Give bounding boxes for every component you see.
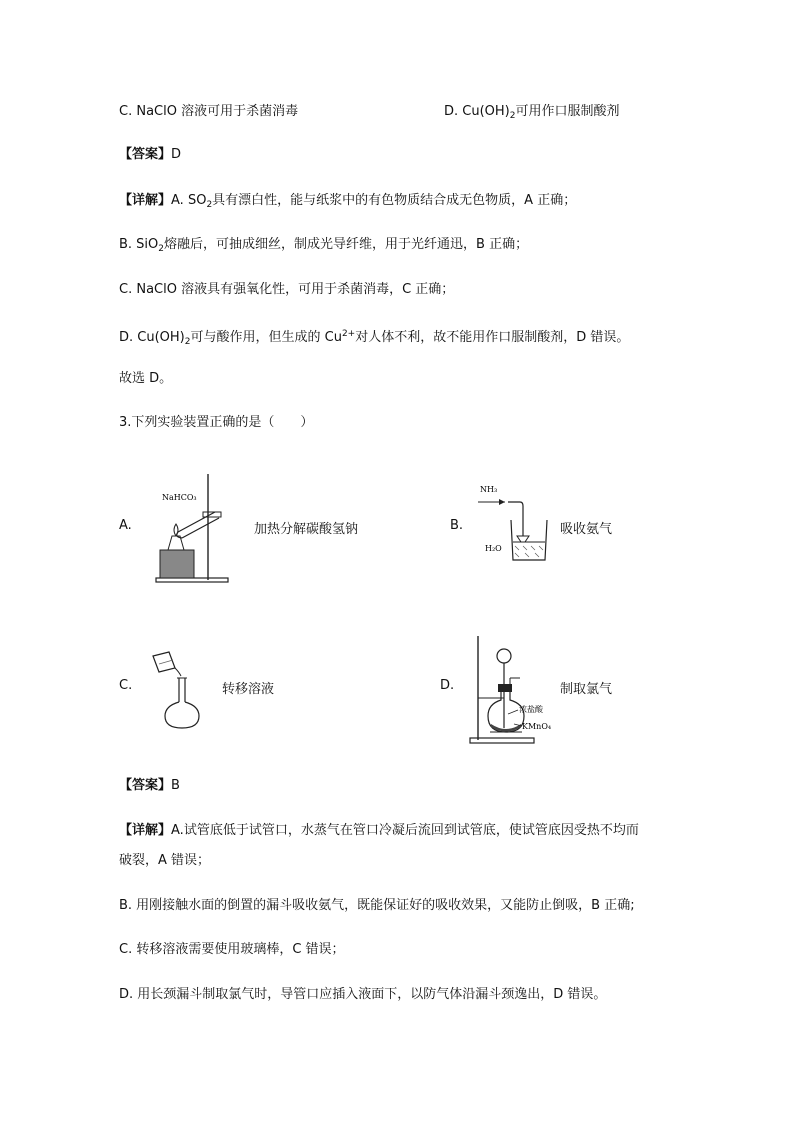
q3-answer-label: 【答案】 (119, 778, 172, 793)
q2-answer (119, 146, 181, 164)
q3-figure-a (150, 470, 245, 585)
q2-detail-label: 【详解】 (119, 193, 172, 208)
q2-answer-label: 【答案】 (119, 147, 172, 162)
q2-option-d (444, 103, 620, 125)
q3-figure-a-label: NaHCO₃ (162, 493, 197, 502)
q3-figure-c (145, 650, 205, 730)
q2-detail-c: C. NaClO 溶液具有强氧化性，可用于杀菌消毒，C 正确； (119, 282, 455, 297)
q2-detail-b-sub: 2 (158, 244, 165, 254)
q3-figure-d-acid-label: 浓盐酸 (519, 705, 543, 714)
q3-detail-c: C. 转移溶液需要使用玻璃棒，C 错误； (119, 942, 345, 957)
q3-detail-b: B. 用刚接触水面的倒置的漏斗吸收氨气，既能保证好的吸收效果，又能防止倒吸，B 正确; (119, 898, 635, 913)
q2-detail-b-post: 熔融后，可抽成细丝，制成光导纤维，用于光纤通迅，B 正确； (164, 237, 529, 252)
q2-detail-d-mid: 可与酸作用，但生成的 Cu (190, 330, 342, 345)
q2-option-d-post: 可用作口服制酸剂 (515, 104, 620, 119)
q3-option-d-letter: D. (440, 678, 455, 693)
q3-figure-b-gas-label: NH₃ (480, 485, 498, 494)
q2-detail-a (119, 192, 576, 214)
q2-detail-a-sub: 2 (206, 200, 213, 210)
q2-detail-d-pre: D. Cu(OH) (119, 330, 185, 345)
q2-conclusion: 故选 D。 (119, 371, 173, 386)
q3-option-a-caption: 加热分解碳酸氢钠 (254, 522, 359, 537)
q2-detail-a-post: 具有漂白性，能与纸浆中的有色物质结合成无色物质，A 正确； (212, 193, 577, 208)
q3-detail-a-line2: 破裂，A 错误； (119, 853, 211, 868)
q3-detail-a-text: A.试管底低于试管口，水蒸气在管口冷凝后流回到试管底，使试管底因受热不均而 (171, 823, 639, 838)
q3-option-d-caption: 制取氯气 (560, 682, 613, 697)
q3-figure-b (475, 480, 555, 570)
q3-option-b-caption: 吸收氨气 (560, 522, 613, 537)
q2-detail-d-post: 对人体不利，故不能用作口服制酸剂，D 错误。 (355, 330, 630, 345)
q3-detail-a-line1 (119, 822, 639, 840)
q2-option-c: C. NaClO 溶液可用于杀菌消毒 (119, 104, 299, 119)
q3-option-a-letter: A. (119, 518, 132, 533)
q3-detail-d: D. 用长颈漏斗制取氯气时，导管口应插入液面下，以防气体沿漏斗颈逸出，D 错误。 (119, 987, 607, 1002)
q3-figure-b-liquid-label: H₂O (485, 544, 502, 553)
q2-detail-d-sub: 2 (184, 337, 191, 347)
q3-figure-d-solid-label: KMnO₄ (522, 722, 552, 731)
q3-detail-label: 【详解】 (119, 823, 172, 838)
q3-option-c-letter: C. (119, 678, 133, 693)
q2-detail-a-pre: A. SO (171, 193, 207, 208)
q2-answer-value: D (171, 147, 182, 162)
q2-detail-d (119, 325, 629, 351)
q3-stem: 3.下列实验装置正确的是（ ） (119, 415, 314, 430)
q3-answer (119, 777, 180, 795)
q2-detail-b (119, 236, 528, 258)
q2-detail-d-sup: 2+ (341, 329, 356, 339)
q2-option-d-sub: 2 (509, 111, 516, 121)
q2-detail-b-pre: B. SiO (119, 237, 159, 252)
q2-option-d-pre: D. Cu(OH) (444, 104, 510, 119)
q3-answer-value: B (171, 778, 180, 793)
q3-option-c-caption: 转移溶液 (222, 682, 275, 697)
q3-option-b-letter: B. (450, 518, 464, 533)
q3-figure-d (466, 632, 566, 747)
